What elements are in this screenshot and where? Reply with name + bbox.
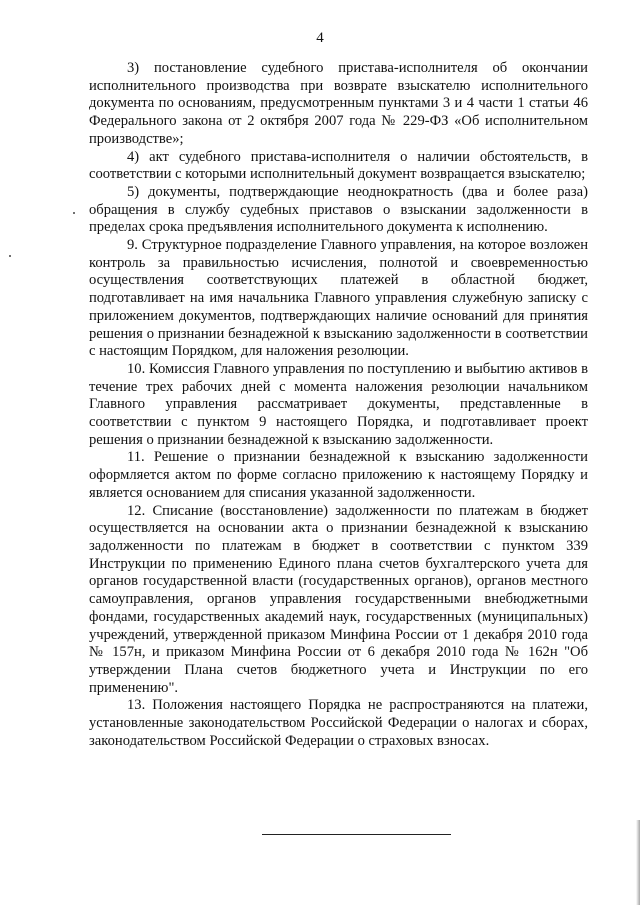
paragraph-13: 13. Положения настоящего Порядка не распространяются на платежи, установленные законодательством Российской Федерации о налогах и сборах, законодательством Российской Федерации о страховых взносах. <box>89 697 588 749</box>
paragraph-10: 10. Комиссия Главного управления по поступлению и выбытию активов в течение трех рабочих дней с момента наложения резолюции начальником Главного управления рассматривает документы, представленные в соответствии с пунктом 9 настоящего Порядка, и подготавливает проект решения о признании безнадежной к взысканию задолженности. <box>89 360 588 448</box>
paragraph-item-5: 5) документы, подтверждающие неоднократность (два и более раза) обращения в службу судебных приставов о взыскании задолженности в пределах срока предъявления исполнительного документа к исполнению. <box>89 183 588 236</box>
paragraph-9: 9. Структурное подразделение Главного управления, на которое возложен контроль за правильностью исчисления, полнотой и своевременностью осуществления соответствующих платежей в областной бюджет, подготавливает на имя начальника Главного управления служебную записку с приложением документов, подтверждающих наличие оснований для принятия решения о признании безнадежной к взысканию задолженности в соответствии с настоящим Порядком, для наложения резолюции. <box>89 237 588 360</box>
scan-speck <box>73 212 75 214</box>
paragraph-item-4: 4) акт судебного пристава-исполнителя о наличии обстоятельств, в соответствии с которыми исполнительный документ возвращается взыскателю; <box>89 148 588 183</box>
paragraph-11: 11. Решение о признании безнадежной к взысканию задолженности оформляется актом по форме согласно приложению к настоящему Порядку и является основанием для списания указанной задолженности. <box>89 449 588 501</box>
scan-speck <box>9 255 11 257</box>
footer-rule <box>262 834 451 835</box>
paragraph-12: 12. Списание (восстановление) задолженности по платежам в бюджет осуществляется на основании акта о признании безнадежной к взысканию задолженности по платежам в бюджет в соответствии с пунктом 339 Инструкции по применению Единого плана счетов бухгалтерского учета для органов государственной власти (государственных органов), органов местного самоуправления, органов управления государственными внебюджетными фондами, государственных академий наук, государственных (муниципальных) учреждений, утвержденной приказом Минфина России от 1 декабря 2010 года № 157н, и приказом Минфина России от 6 декабря 2010 года № 162н "Об утверждении Плана счетов бюджетного учета и Инструкции по его применению". <box>89 502 588 696</box>
paragraph-item-3: 3) постановление судебного пристава-исполнителя об окончании исполнительного производства при возврате взыскателю исполнительного документа по основаниям, предусмотренным пунктами 3 и 4 части 1 статьи 46 Федерального закона от 2 октября 2007 года № 229-ФЗ «Об исполнительном производстве»; <box>89 60 588 147</box>
page-number: 4 <box>316 30 324 46</box>
scan-edge-shadow <box>636 820 640 905</box>
document-body <box>89 60 588 750</box>
